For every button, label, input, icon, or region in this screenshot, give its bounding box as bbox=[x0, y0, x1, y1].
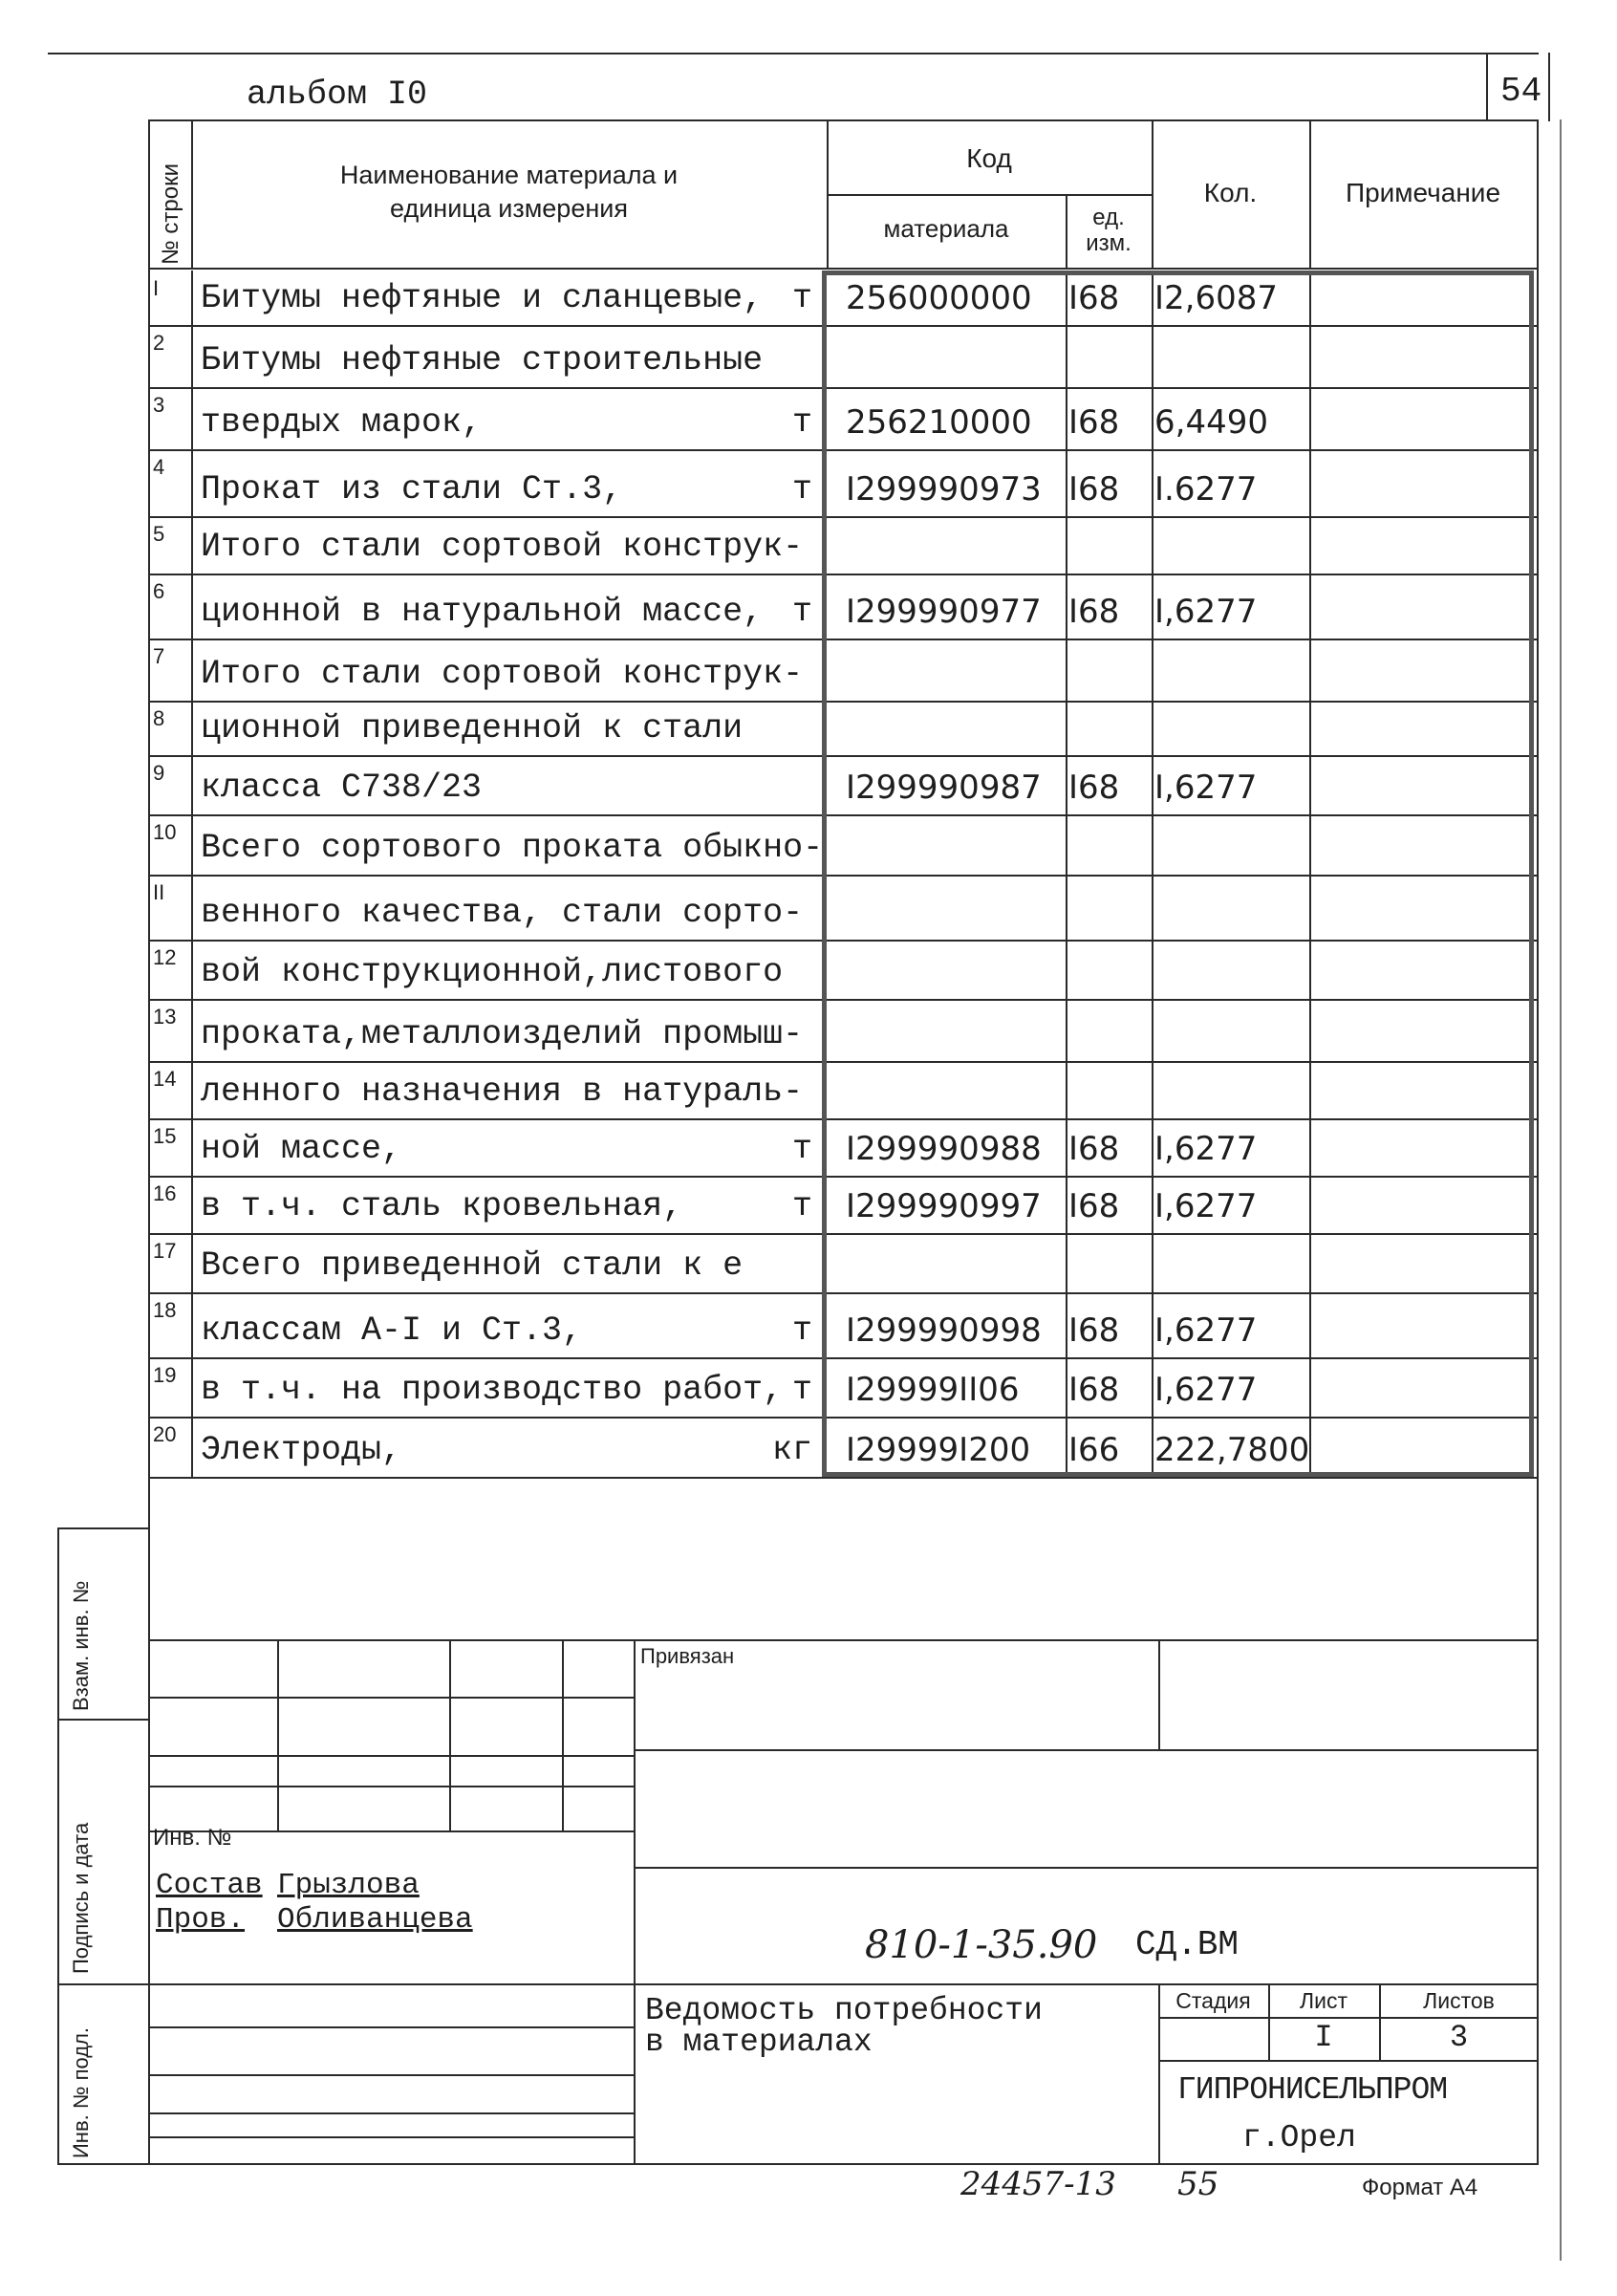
row-col-num bbox=[191, 755, 193, 814]
quantity: 222,7800 bbox=[1154, 1431, 1310, 1469]
header-note: Примечание bbox=[1345, 178, 1501, 207]
material-name: твердых марок, bbox=[201, 403, 483, 442]
quantity: I,6277 bbox=[1154, 1130, 1258, 1168]
stamp-col-c bbox=[562, 1639, 564, 1830]
row-col-num bbox=[191, 875, 193, 940]
row-col-num bbox=[191, 1061, 193, 1118]
header-code-unit-1: ед. bbox=[1092, 205, 1125, 230]
header-code-unit-2: изм. bbox=[1086, 230, 1132, 256]
row-number: 3 bbox=[153, 393, 165, 417]
row-col-num bbox=[191, 387, 193, 449]
stamp-inv-no: Инв. № bbox=[153, 1825, 232, 1851]
table-bottom bbox=[148, 1477, 1539, 1479]
unit-code: I66 bbox=[1068, 1431, 1120, 1469]
side-box-div1 bbox=[57, 1719, 150, 1721]
stamp-left-row7 bbox=[148, 2074, 636, 2076]
frame-left bbox=[148, 119, 150, 2163]
material-name: Итого стали сортовой конструк- bbox=[201, 528, 804, 566]
header-bottom bbox=[148, 268, 1539, 270]
row-col-num bbox=[191, 574, 193, 639]
quantity: I,6277 bbox=[1154, 1187, 1258, 1225]
row-col-num bbox=[191, 1417, 193, 1477]
stamp-privyazan-bottom bbox=[634, 1749, 1539, 1751]
material-name: классам А-I и Ст.3, bbox=[201, 1311, 583, 1350]
row-number: 5 bbox=[153, 522, 165, 546]
stamp-left-row6 bbox=[148, 2026, 636, 2028]
stamp-prov-name: Обливанцева bbox=[277, 1903, 473, 1937]
stamp-top bbox=[148, 1639, 1539, 1641]
side-label-inv: Инв. № подл. bbox=[69, 2026, 93, 2158]
unit-label: т bbox=[791, 403, 812, 442]
row-number: 14 bbox=[153, 1067, 177, 1091]
quantity: I2,6087 bbox=[1154, 279, 1278, 317]
row-col-num bbox=[191, 1176, 193, 1233]
material-name: вой конструкционной,листового bbox=[201, 953, 784, 991]
row-number: 12 bbox=[153, 945, 177, 969]
row-number: 18 bbox=[153, 1298, 177, 1322]
unit-code: I68 bbox=[1068, 1130, 1120, 1168]
unit-label: т bbox=[791, 1371, 812, 1409]
material-code: I299990977 bbox=[846, 593, 1042, 631]
stamp-privyazan: Привязан bbox=[640, 1644, 735, 1668]
row-col-num bbox=[191, 999, 193, 1061]
sheet-edge-right bbox=[1560, 119, 1562, 2261]
stamp-stage-row bbox=[1158, 2017, 1539, 2019]
stamp-left-row5 bbox=[148, 1983, 636, 1985]
quantity: I,6277 bbox=[1154, 1371, 1258, 1409]
stamp-sheet-label: Лист bbox=[1300, 1988, 1348, 2013]
unit-label: т bbox=[791, 593, 812, 631]
header-quantity: Кол. bbox=[1203, 178, 1258, 207]
row-number: 9 bbox=[153, 761, 165, 785]
unit-code: I68 bbox=[1068, 470, 1120, 509]
row-col-num bbox=[191, 814, 193, 875]
material-code: I299990998 bbox=[846, 1311, 1042, 1350]
row-number: 8 bbox=[153, 706, 165, 730]
stamp-col-a bbox=[277, 1639, 279, 1830]
unit-code: I68 bbox=[1068, 1311, 1120, 1350]
material-name: Всего приведенной стали к е bbox=[201, 1246, 744, 1285]
row-number: 13 bbox=[153, 1005, 177, 1029]
stamp-org: ГИПРОНИСЕЛЬПРОМ bbox=[1177, 2072, 1448, 2108]
material-name: ленного назначения в натураль- bbox=[201, 1072, 804, 1111]
code-frame bbox=[822, 271, 1534, 1477]
row-col-num bbox=[191, 639, 193, 701]
material-code: I299990987 bbox=[846, 769, 1042, 807]
row-col-num bbox=[191, 701, 193, 755]
stamp-code-bottom bbox=[634, 1983, 1539, 1985]
row-number: 2 bbox=[153, 331, 165, 355]
side-label-podpis: Подпись и дата bbox=[69, 1822, 93, 1974]
stamp-left-row9 bbox=[148, 2136, 636, 2138]
row-col-num bbox=[191, 271, 193, 325]
unit-label: кг bbox=[771, 1431, 812, 1469]
material-name: Электроды, bbox=[201, 1431, 402, 1469]
stamp-left-row2 bbox=[148, 1755, 636, 1757]
stamp-doc-suffix: СД.ВМ bbox=[1135, 1925, 1240, 1964]
row-number: II bbox=[153, 880, 165, 904]
side-box-top bbox=[57, 1527, 150, 1529]
frame-top bbox=[148, 119, 1539, 121]
row-col-num bbox=[191, 1292, 193, 1357]
row-number: 7 bbox=[153, 644, 165, 668]
stamp-org-top bbox=[1158, 2060, 1539, 2062]
material-name: Всего сортового проката обыкно- bbox=[201, 829, 824, 867]
stamp-sostav-name: Грызлова bbox=[277, 1869, 420, 1902]
stamp-sostav-label: Состав bbox=[156, 1869, 263, 1902]
row-number: 15 bbox=[153, 1124, 177, 1148]
side-strip-left bbox=[57, 1527, 59, 2163]
footer-format: Формат А4 bbox=[1362, 2175, 1478, 2200]
header-code: Код bbox=[966, 143, 1012, 173]
row-col-num bbox=[191, 1118, 193, 1176]
unit-code: I68 bbox=[1068, 1371, 1120, 1409]
unit-code: I68 bbox=[1068, 1187, 1120, 1225]
row-col-num bbox=[191, 1357, 193, 1417]
header-name-line1: Наименование материала и bbox=[339, 161, 679, 189]
side-box-bottom bbox=[57, 2163, 150, 2165]
stamp-title-line2: в материалах bbox=[645, 2025, 873, 2060]
material-code: I299990988 bbox=[846, 1130, 1042, 1168]
frame-right bbox=[1537, 119, 1539, 2163]
row-col-num bbox=[191, 940, 193, 999]
material-name: ционной в натуральной массе, bbox=[201, 593, 764, 631]
stamp-sheets-value: 3 bbox=[1449, 2020, 1469, 2055]
stamp-col-b bbox=[449, 1639, 451, 1830]
stamp-left-row3 bbox=[148, 1786, 636, 1787]
stamp-title-line1: Ведомость потребности bbox=[645, 1993, 1043, 2028]
material-code: 256000000 bbox=[846, 279, 1032, 317]
unit-code: I68 bbox=[1068, 403, 1120, 442]
row-number: I bbox=[153, 276, 160, 300]
header-div-num bbox=[191, 119, 193, 268]
row-col-num bbox=[191, 1233, 193, 1292]
stamp-sheets-label: Листов bbox=[1423, 1988, 1495, 2013]
side-box-div2 bbox=[57, 1983, 150, 1985]
row-col-num bbox=[191, 516, 193, 574]
top-rule bbox=[48, 53, 1539, 54]
unit-label: т bbox=[791, 1311, 812, 1350]
header-row-number: № строки bbox=[158, 162, 183, 265]
material-name: Итого стали сортовой конструк- bbox=[201, 655, 804, 693]
header-code-material: материала bbox=[883, 214, 1009, 243]
unit-code: I68 bbox=[1068, 593, 1120, 631]
page-box-right bbox=[1548, 53, 1550, 121]
row-number: 20 bbox=[153, 1422, 177, 1446]
material-code: 256210000 bbox=[846, 403, 1032, 442]
material-code: I29999II06 bbox=[846, 1371, 1020, 1409]
stamp-bottom bbox=[148, 2163, 1539, 2165]
material-code: I299990997 bbox=[846, 1187, 1042, 1225]
side-label-vzam: Взам. инв. № bbox=[69, 1580, 93, 1711]
material-name: класса С738/23 bbox=[201, 769, 483, 807]
stamp-col-d bbox=[634, 1639, 636, 2163]
material-code: I299990973 bbox=[846, 470, 1042, 509]
material-name: ционной приведенной к стали bbox=[201, 709, 744, 747]
unit-label: т bbox=[791, 1130, 812, 1168]
material-name: венного качества, стали сорто- bbox=[201, 894, 804, 932]
quantity: I,6277 bbox=[1154, 769, 1258, 807]
quantity: I,6277 bbox=[1154, 593, 1258, 631]
header-code-split bbox=[827, 194, 1153, 196]
row-number: 10 bbox=[153, 820, 177, 844]
stamp-doc-code: 810-1-35.90 bbox=[865, 1923, 1098, 1967]
footer-number: 24457-13 bbox=[960, 2165, 1116, 2203]
material-name: Прокат из стали Ст.3, bbox=[201, 470, 623, 509]
unit-label: т bbox=[791, 1187, 812, 1225]
row-col-num bbox=[191, 449, 193, 516]
stamp-stage-label: Стадия bbox=[1175, 1988, 1251, 2013]
stamp-prov-label: Пров. bbox=[156, 1903, 246, 1937]
row-col-num bbox=[191, 325, 193, 387]
quantity: 6,4490 bbox=[1154, 403, 1268, 442]
quantity: I,6277 bbox=[1154, 1311, 1258, 1350]
unit-label: т bbox=[791, 279, 812, 317]
unit-label: т bbox=[791, 470, 812, 509]
quantity: I.6277 bbox=[1154, 470, 1258, 509]
material-name: в т.ч. сталь кровельная, bbox=[201, 1187, 683, 1225]
unit-code: I68 bbox=[1068, 279, 1120, 317]
material-name: Битумы нефтяные и сланцевые, bbox=[201, 279, 764, 317]
row-number: 6 bbox=[153, 579, 165, 603]
row-number: 17 bbox=[153, 1239, 177, 1263]
page-box-left bbox=[1486, 53, 1488, 121]
material-name: в т.ч. на производство работ, bbox=[201, 1371, 784, 1409]
row-number: 19 bbox=[153, 1363, 177, 1387]
stamp-privyazan-div bbox=[1158, 1639, 1160, 1749]
material-name: проката,металлоизделий промыш- bbox=[201, 1015, 804, 1053]
stamp-city: г.Орел bbox=[1242, 2120, 1356, 2155]
row-number: 4 bbox=[153, 455, 165, 479]
header-name-line2: единица измерения bbox=[390, 194, 628, 223]
stamp-main-top bbox=[634, 1867, 1539, 1869]
row-number: 16 bbox=[153, 1181, 177, 1205]
material-name: ной массе, bbox=[201, 1130, 402, 1168]
page-number: 54 bbox=[1500, 72, 1542, 111]
album-label: альбом I0 bbox=[247, 76, 428, 114]
unit-code: I68 bbox=[1068, 769, 1120, 807]
stamp-sheet-value: I bbox=[1314, 2020, 1333, 2055]
material-code: I29999I200 bbox=[846, 1431, 1031, 1469]
footer-page: 55 bbox=[1177, 2165, 1219, 2203]
material-name: Битумы нефтяные строительные bbox=[201, 341, 764, 379]
stamp-left-row1 bbox=[148, 1697, 636, 1699]
stamp-left-row8 bbox=[148, 2112, 636, 2114]
